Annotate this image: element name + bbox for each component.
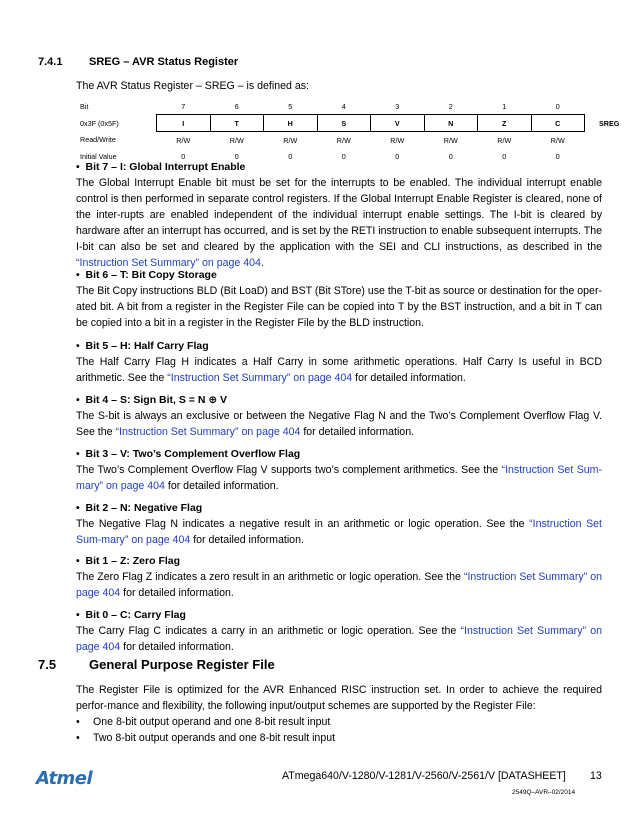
rw-row xyxy=(80,132,619,149)
section-heading-7-4-1 xyxy=(38,56,62,68)
footer-doc-title: ATmega640/V-1280/V-1281/V-2560/V-2561/V [DATASHEET] xyxy=(282,770,566,782)
bit-name: S xyxy=(317,115,371,132)
bit-2-title: • Bit 2 – N: Negative Flag xyxy=(76,502,203,514)
doc-code: 2549Q–AVR–02/2014 xyxy=(512,789,576,796)
instruction-set-summary-link[interactable]: “Instruction Set Summary” on page 404 xyxy=(76,571,602,599)
initial-value: 0 xyxy=(234,151,239,161)
rw-value: R/W xyxy=(390,135,405,145)
rw-value: R/W xyxy=(497,135,512,145)
initial-value: 0 xyxy=(341,151,346,161)
section-number: 7.4.1 xyxy=(38,56,63,68)
bit-5-title: • Bit 5 – H: Half Carry Flag xyxy=(76,340,209,352)
bit-number: 3 xyxy=(395,101,400,111)
bit-number: 0 xyxy=(555,101,560,111)
initial-label: Initial Value xyxy=(80,151,117,161)
bit-7-text: The Global Interrupt Enable bit must be set for the interrupts to be enabled. The individual interrupt enable control is then performed in separate control registers. If the Global Interrupt Enable Register is cleared, none of the inter-rupts are enabled independent of the individual interrupt enable settings. The I-bit is cleared by hardware after an interrupt has occurred, and is set by the RETI instruction to enable subsequent interrupts. The I-bit can also be set and cleared by the application with the SEI and CLI instructions, as described in the “Instruction Set Summary” on page 404. xyxy=(76,177,602,269)
bit-3-text: The Two’s Complement Overflow Flag V supports two’s complement arithmetics. See the “Instruction Set Sum-mary” on page 404 for detailed information. xyxy=(76,464,602,492)
bit-name: C xyxy=(531,115,585,132)
bit-1-section xyxy=(76,555,602,601)
bit-name: N xyxy=(424,115,478,132)
bit-name: V xyxy=(371,115,425,132)
bit-4-section xyxy=(76,394,602,440)
register-file-list xyxy=(76,714,602,746)
bit-0-text: The Carry Flag C indicates a carry in an arithmetic or logic operation. See the “Instruction Set Summary” on page 404 for detailed information. xyxy=(76,625,602,653)
instruction-set-summary-link[interactable]: “Instruction Set Sum-mary” on page 404 xyxy=(76,464,602,492)
bit-0-title: • Bit 0 – C: Carry Flag xyxy=(76,609,186,621)
name-row xyxy=(80,115,619,132)
instruction-set-summary-link[interactable]: “Instruction Set Sum-mary” on page 404 xyxy=(76,518,602,546)
section-title-sreg: SREG – AVR Status Register xyxy=(89,56,239,68)
bit-6-text: The Bit Copy instructions BLD (Bit LoaD) and BST (Bit STore) use the T-bit as source or destination for the oper-ated bit. A bit from a register in the Register File can be copied into T by the BST instruction, and a bit in T can be copied into a bit in a register in the Register File by the BLD instruction. xyxy=(76,285,603,329)
bit-name: Z xyxy=(478,115,532,132)
rw-value: R/W xyxy=(443,135,458,145)
register-file-text: The Register File is optimized for the AVR Enhanced RISC instruction set. In order to achieve the required perfor-mance and flexibility, the following input/output schemes are supported by the Register File: xyxy=(76,684,602,712)
bit-1-title: • Bit 1 – Z: Zero Flag xyxy=(76,555,181,567)
instruction-set-summary-link[interactable]: “Instruction Set Summary” on page 404 xyxy=(76,625,602,653)
section-title-register-file: General Purpose Register File xyxy=(89,657,275,672)
instruction-set-summary-link[interactable]: “Instruction Set Summary” on page 404 xyxy=(115,426,301,438)
rw-value: R/W xyxy=(229,135,244,145)
bit-4-title: • Bit 4 – S: Sign Bit, S = N ⊕ V xyxy=(76,394,228,406)
initial-value: 0 xyxy=(502,151,507,161)
initial-value: 0 xyxy=(288,151,293,161)
bit-name: I xyxy=(157,115,211,132)
bit-label: Bit xyxy=(80,101,89,111)
rw-value: R/W xyxy=(336,135,351,145)
rw-value: R/W xyxy=(176,135,191,145)
bit-name: T xyxy=(210,115,264,132)
bit-row xyxy=(80,98,619,115)
register-name: SREG xyxy=(599,118,620,128)
bit-2-section xyxy=(76,502,602,548)
bit-6-title: • Bit 6 – T: Bit Copy Storage xyxy=(76,269,217,281)
bit-5-text: The Half Carry Flag H indicates a Half Carry in some arithmetic operations. Half Carry Is useful in BCD arithmetic. See the “Instruction Set Summary” on page 404 for detailed information. xyxy=(76,356,602,384)
bit-number: 4 xyxy=(341,101,346,111)
list-item: • One 8-bit output operand and one 8-bit result input xyxy=(76,714,602,730)
initial-value: 0 xyxy=(555,151,560,161)
bit-0-section xyxy=(76,609,602,655)
bit-number: 5 xyxy=(288,101,293,111)
bit-3-section xyxy=(76,448,602,494)
bit-5-section xyxy=(76,340,602,386)
instruction-set-summary-link[interactable]: “Instruction Set Summary” on page 404 xyxy=(76,257,261,269)
list-item: • Two 8-bit output operands and one 8-bit result input xyxy=(76,730,602,746)
rw-label: Read/Write xyxy=(80,135,116,145)
initial-value: 0 xyxy=(181,151,186,161)
bit-6-section xyxy=(76,269,602,331)
address-label: 0x3F (0x5F) xyxy=(80,118,119,128)
bit-1-text: The Zero Flag Z indicates a zero result in an arithmetic or logic operation. See the “Instruction Set Summary” on page 404 for detailed information. xyxy=(76,571,602,599)
bit-number: 6 xyxy=(234,101,239,111)
atmel-logo: Atmel xyxy=(36,768,93,789)
sreg-intro: The AVR Status Register – SREG – is defined as: xyxy=(76,80,309,92)
bit-7-title: • Bit 7 – I: Global Interrupt Enable xyxy=(76,161,246,173)
sreg-register-table xyxy=(80,98,619,164)
initial-value: 0 xyxy=(448,151,453,161)
bit-number: 1 xyxy=(502,101,507,111)
rw-value: R/W xyxy=(550,135,565,145)
bit-2-text: The Negative Flag N indicates a negative result in an arithmetic or logic operation. See the “Instruction Set Sum-mary” on page 404 for detailed information. xyxy=(76,518,602,546)
section-number-7-5: 7.5 xyxy=(38,657,57,672)
bit-3-title: • Bit 3 – V: Two’s Complement Overflow Flag xyxy=(76,448,301,460)
instruction-set-summary-link[interactable]: “Instruction Set Summary” on page 404 xyxy=(167,372,353,384)
rw-value: R/W xyxy=(283,135,298,145)
bit-number: 2 xyxy=(448,101,453,111)
bit-4-text: The S-bit is always an exclusive or between the Negative Flag N and the Two’s Complement Overflow Flag V. See the “Instruction Set Summary” on page 404 for detailed information. xyxy=(76,410,602,438)
bit-number: 7 xyxy=(181,101,186,111)
bit-7-section xyxy=(76,161,602,271)
initial-value: 0 xyxy=(395,151,400,161)
bit-name: H xyxy=(264,115,318,132)
page-number: 13 xyxy=(590,770,602,782)
